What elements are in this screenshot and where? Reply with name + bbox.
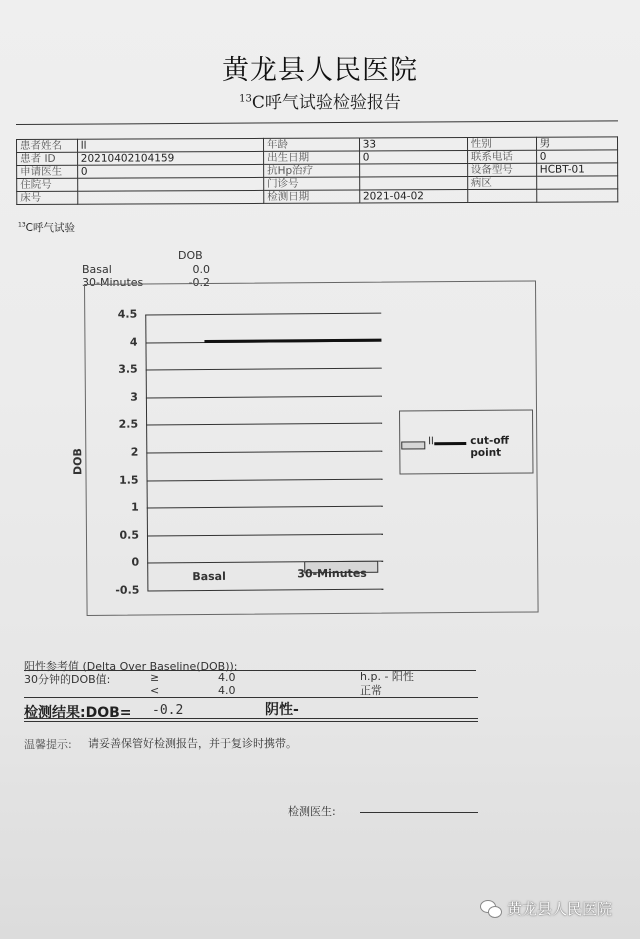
result-conclusion: 阴性- xyxy=(265,702,299,718)
birth-date-value: 0 xyxy=(359,151,467,164)
gender-value: 男 xyxy=(536,137,617,150)
legend-series-label: ll xyxy=(428,436,434,448)
inpatient-no-value xyxy=(77,177,263,191)
field-label: 设备型号 xyxy=(467,163,536,176)
gridline xyxy=(146,368,382,371)
hp-treatment-value xyxy=(359,164,467,177)
basal-value: 0.0 xyxy=(192,263,210,276)
y-tick-label: 3.5 xyxy=(118,362,138,376)
outpatient-no-value xyxy=(359,177,467,190)
reference-rule xyxy=(24,697,478,698)
y-tick-label: 1.5 xyxy=(118,473,139,487)
field-label xyxy=(467,189,536,202)
field-label: 年龄 xyxy=(263,138,359,151)
basal-label: Basal xyxy=(82,263,112,276)
thirty-minutes-label: 30-Minutes xyxy=(82,276,144,289)
field-label: 性别 xyxy=(467,137,536,150)
dob-column-header: DOB xyxy=(178,249,203,262)
cutoff-line xyxy=(204,339,381,343)
y-tick-label: 4 xyxy=(129,335,138,349)
doctor-value: 0 xyxy=(77,164,263,178)
field-label: 门诊号 xyxy=(264,177,360,190)
reference-title: 阳性参考值 (Delta Over Baseline(DOB)): xyxy=(24,660,238,673)
bed-no-value xyxy=(77,190,263,204)
y-tick-label: 4.5 xyxy=(117,307,138,321)
field-label: 联系电话 xyxy=(467,150,536,163)
table-row xyxy=(17,189,618,205)
reference-row-label: 30分钟的DOB值: xyxy=(24,673,111,686)
chart-legend xyxy=(399,409,533,474)
y-tick-label: 0.5 xyxy=(119,528,140,542)
reference-meaning: h.p. - 阳性 xyxy=(360,670,414,683)
gridline xyxy=(146,423,382,426)
legend-line-swatch xyxy=(434,442,466,445)
y-axis-label: DOB xyxy=(71,448,85,476)
thirty-minutes-value: -0.2 xyxy=(188,276,210,289)
result-label: 检测结果:DOB= xyxy=(24,705,132,721)
tip-label: 温馨提示: xyxy=(24,738,72,751)
test-doctor-label: 检测医生: xyxy=(288,805,336,818)
field-label: 床号 xyxy=(17,191,78,204)
device-model-value: HCBT-01 xyxy=(536,163,617,176)
y-tick-label: 2 xyxy=(130,445,139,459)
watermark-text: 黄龙县人民医院 xyxy=(507,900,613,918)
y-tick-label: -0.5 xyxy=(115,583,140,597)
legend-cutoff-label: cut-off point xyxy=(470,434,510,459)
field-label: 申请医生 xyxy=(17,165,78,178)
gridline xyxy=(147,506,383,509)
field-label: 抗Hp治疗 xyxy=(264,164,360,177)
gridline xyxy=(146,395,382,398)
field-label: 检测日期 xyxy=(264,190,360,203)
gridline xyxy=(147,478,383,481)
wechat-watermark xyxy=(480,898,612,919)
gridline xyxy=(147,589,383,592)
breath-test-section-label: $^{13}$C呼气试验 xyxy=(18,221,75,234)
gridline xyxy=(146,451,382,454)
hospital-name: 黄龙县人民医院 xyxy=(222,55,418,86)
gridline xyxy=(147,533,383,536)
result-double-rule xyxy=(24,718,478,722)
report-title: $^{13}$C呼气试验检验报告 xyxy=(239,93,401,113)
x-tick-label: Basal xyxy=(192,569,226,584)
patient-info-table xyxy=(16,136,618,205)
reference-meaning: 正常 xyxy=(360,684,382,697)
reference-op: ≥ xyxy=(150,671,160,684)
y-tick-label: 2.5 xyxy=(118,417,139,432)
reference-op: < xyxy=(150,684,160,697)
field-label: 病区 xyxy=(467,176,536,189)
dob-chart xyxy=(71,280,539,616)
y-tick-label: 0 xyxy=(131,555,140,570)
wechat-icon xyxy=(480,900,502,918)
y-tick-label: 3 xyxy=(130,390,138,404)
age-value: 33 xyxy=(359,138,467,151)
patient-id-value: 20210402104159 xyxy=(77,151,263,165)
empty-value xyxy=(536,189,617,202)
reference-value: 4.0 xyxy=(218,684,236,697)
y-tick-label: 1 xyxy=(131,500,139,514)
field-label: 出生日期 xyxy=(264,151,360,164)
isotope-superscript: 13 xyxy=(239,93,252,105)
field-label: 住院号 xyxy=(17,178,78,191)
patient-name-value: ll xyxy=(77,138,263,152)
field-label: 患者姓名 xyxy=(17,139,78,152)
signature-line xyxy=(360,812,478,813)
chart-plot-area xyxy=(71,307,383,597)
header-rule xyxy=(16,120,618,125)
result-value: -0.2 xyxy=(152,703,184,718)
test-date-value: 2021-04-02 xyxy=(359,190,467,203)
x-tick-label: 30-Minutes xyxy=(297,566,367,581)
reference-value: 4.0 xyxy=(218,671,236,684)
field-label: 患者 ID xyxy=(17,152,78,165)
legend-bar-swatch xyxy=(401,441,425,449)
phone-value: 0 xyxy=(536,150,617,163)
gridline xyxy=(145,313,381,316)
tip-text: 请妥善保管好检测报告，并于复诊时携带。 xyxy=(88,737,297,750)
ward-value xyxy=(536,176,617,189)
